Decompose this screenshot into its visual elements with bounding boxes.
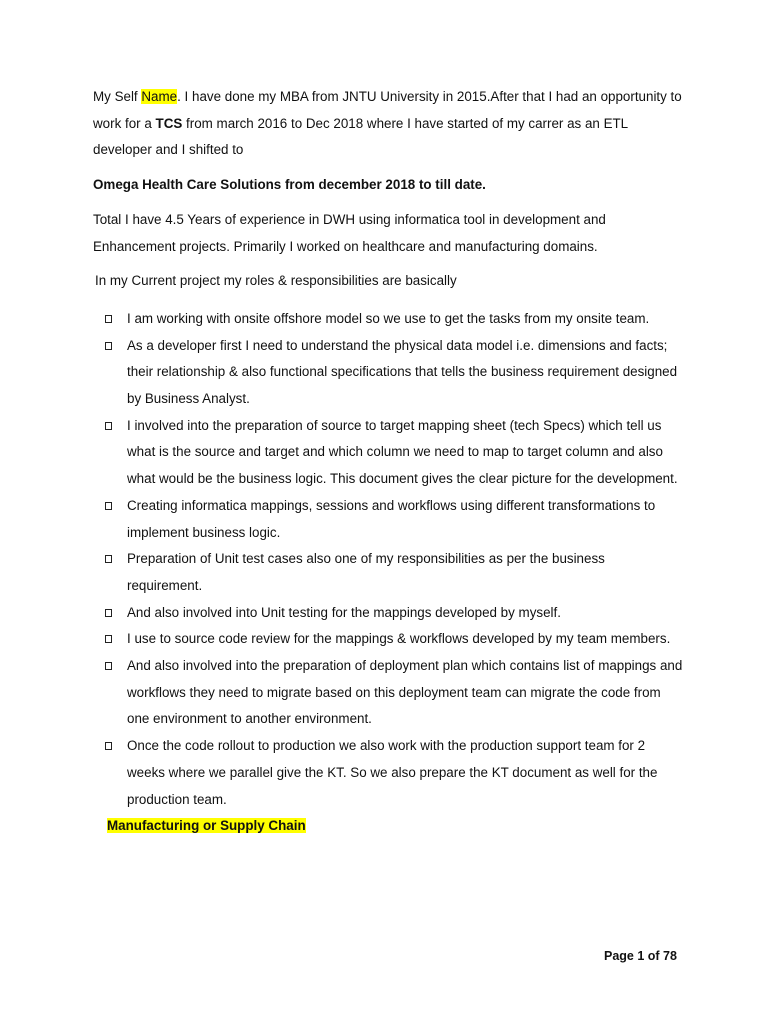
square-bullet-icon [105, 662, 112, 670]
responsibilities-list [93, 306, 683, 813]
section-heading [107, 813, 683, 840]
square-bullet-icon [105, 502, 112, 510]
experience-paragraph: Total I have 4.5 Years of experience in DWH using informatica tool in development and Enhancement projects. Primarily I worked on healthcare and manufacturing domains. [93, 211, 606, 254]
square-bullet-icon [105, 609, 112, 617]
highlighted-name: Name [141, 89, 178, 104]
list-item-text: I use to source code review for the mappings & workflows developed by my team members. [127, 631, 671, 647]
list-item [93, 413, 683, 493]
square-bullet-icon [105, 555, 112, 563]
page-number: Page 1 of 78 [604, 949, 677, 963]
list-item-text: Once the code rollout to production we also work with the production support team for 2 weeks where we parallel give the KT. So we also prepare the KT document as well for the production team. [127, 738, 658, 807]
intro-suffix: from march 2016 to Dec 2018 where I have started of my carrer as an ETL developer and I shifted to [93, 115, 628, 158]
intro-middle: . I have done my MBA from JNTU University in 2015.After that I had an opportunity to work for a [93, 89, 682, 131]
square-bullet-icon [105, 422, 112, 430]
company-tcs: TCS [155, 115, 183, 131]
square-bullet-icon [105, 635, 112, 643]
list-item [93, 493, 683, 546]
square-bullet-icon [105, 315, 112, 323]
list-item-text: Creating informatica mappings, sessions and workflows using different transformations to implement business logic. [127, 497, 656, 540]
section-heading-text: Manufacturing or Supply Chain [107, 818, 306, 834]
list-item [93, 626, 683, 653]
list-item [93, 546, 683, 599]
list-item-text: As a developer first I need to understand the physical data model i.e. dimensions and facts; their relationship & also functional specifications that tells the business requirement designed by Business Analyst. [127, 337, 678, 407]
list-item-text: I involved into the preparation of source to target mapping sheet (tech Specs) which tell us what is the source and target and which column we need to map to target column and also what would be the business logic. This document gives the clear picture for the development. [127, 417, 678, 487]
list-item-text: Preparation of Unit test cases also one of my responsibilities as per the business requirement. [127, 551, 605, 593]
roles-intro: In my Current project my roles & responsibilities are basically [95, 273, 457, 289]
intro-prefix: My Self [93, 89, 142, 104]
list-item [93, 733, 683, 813]
square-bullet-icon [105, 342, 112, 350]
list-item [93, 653, 683, 733]
list-item-text: I am working with onsite offshore model so we use to get the tasks from my onsite team. [127, 310, 650, 326]
document-body [93, 84, 683, 840]
list-item-text: And also involved into the preparation of deployment plan which contains list of mappings and workflows they need to migrate based on this deployment team can migrate the code from one environment to another environment. [127, 658, 683, 727]
square-bullet-icon [105, 742, 112, 750]
intro-paragraph [93, 84, 683, 164]
list-item [93, 333, 683, 413]
list-item [93, 306, 683, 333]
list-item [93, 600, 683, 627]
current-company-line: Omega Health Care Solutions from december 2018 to till date. [93, 177, 486, 193]
list-item-text: And also involved into Unit testing for the mappings developed by myself. [127, 604, 561, 620]
